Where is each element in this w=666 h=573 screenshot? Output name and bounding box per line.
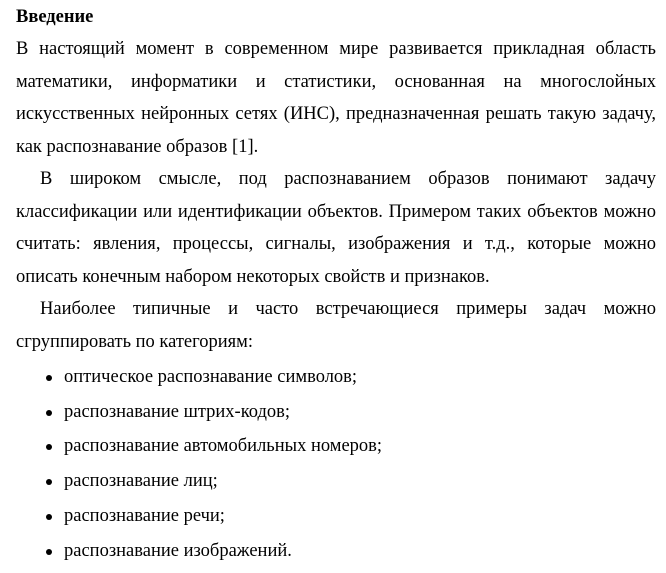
bullet-icon — [46, 514, 52, 520]
list-item-text: распознавание штрих-кодов; — [64, 401, 291, 422]
bullet-icon — [46, 375, 52, 381]
bullet-icon — [46, 479, 52, 485]
list-item-text: распознавание автомобильных номеров; — [64, 436, 383, 457]
document-page — [16, 4, 656, 568]
list-item — [16, 499, 656, 534]
task-list — [16, 360, 656, 568]
bullet-icon — [46, 410, 52, 416]
paragraph-intro: В настоящий момент в современном мире развивается прикладная область математики, информатики и статистики, основанная на многослойных искусственных нейронных сетях (ИНС), предназначенная решать такую задачу, как распознавание образов [1]. — [16, 39, 656, 157]
paragraph-categories: Наиболее типичные и часто встречающиеся примеры задач можно сгруппировать по категориям: — [16, 299, 656, 352]
list-item-text: оптическое распознавание символов; — [64, 367, 358, 387]
list-item-text: распознавание речи; — [64, 505, 225, 526]
list-item — [16, 534, 656, 569]
list-item — [16, 429, 656, 464]
list-item — [16, 464, 656, 499]
list-item-text: распознавание изображений. — [64, 540, 292, 561]
section-heading: Введение — [16, 7, 94, 27]
list-item-text: распознавание лиц; — [64, 471, 218, 492]
bullet-icon — [46, 444, 52, 450]
paragraph-definition: В широком смысле, под распознаванием образов понимают задачу классификации или идентификации объектов. Примером таких объектов можно считать: явления, процессы, сигналы, изображения и т.д., которые можно описать конечным набором некоторых свойств и признаков. — [16, 169, 656, 287]
list-item — [16, 395, 656, 430]
list-item — [16, 360, 656, 395]
bullet-icon — [46, 549, 52, 555]
